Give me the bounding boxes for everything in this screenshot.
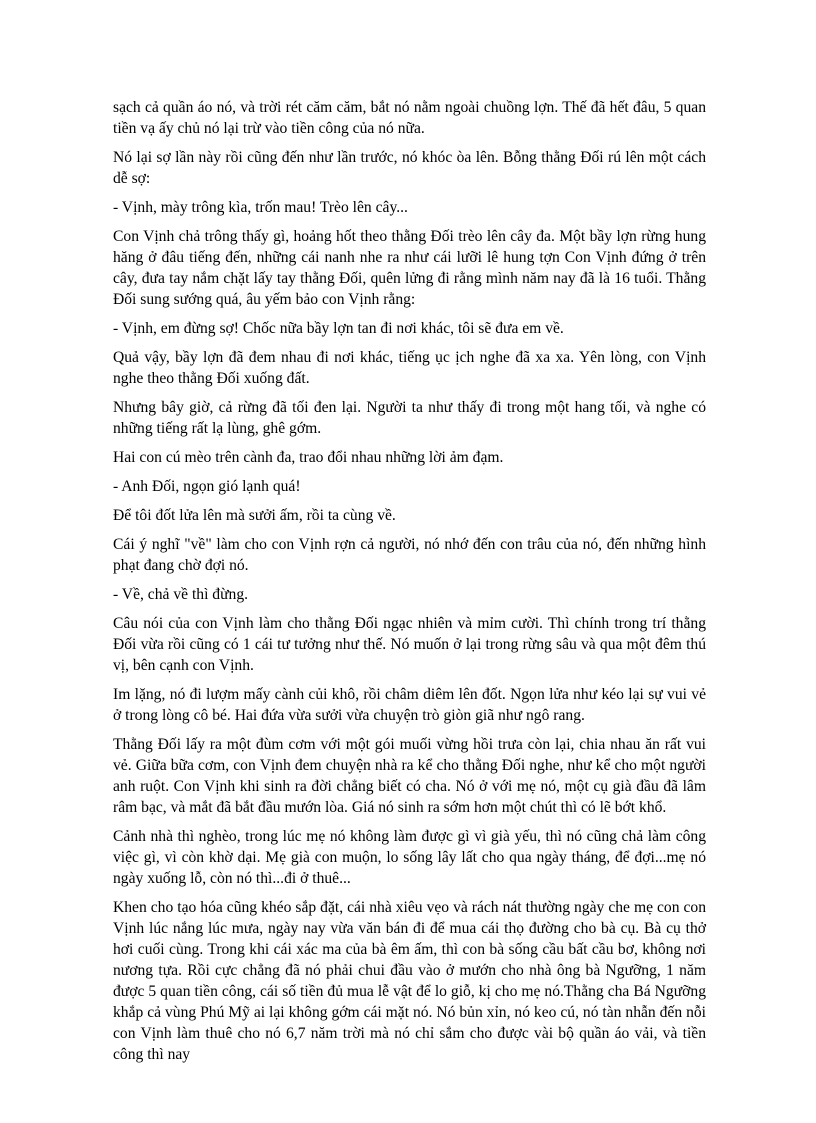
paragraph: Quả vậy, bầy lợn đã đem nhau đi nơi khác, tiếng ục ịch nghe đã xa xa. Yên lòng, con Vịnh nghe theo thằng Đối xuống đất. xyxy=(113,349,706,387)
paragraph: Con Vịnh chả trông thấy gì, hoảng hốt theo thằng Đối trèo lên cây đa. Một bầy lợn rừng hung hăng ở đâu tiếng đến, những cái nanh nhe ra như cái lưỡi lê hung tợn Con Vịnh đứng ở trên cây, đưa tay nắm chặt lấy tay thằng Đối, quên lửng đi rằng mình năm nay đã là 16 tuổi. Thằng Đối sung sướng quá, âu yếm bảo con Vịnh rằng: xyxy=(113,228,706,308)
paragraph: Câu nói của con Vịnh làm cho thằng Đối ngạc nhiên và mỉm cười. Thì chính trong trí thằng Đối vừa rồi cũng có 1 cái tư tưởng như thế. Nó muốn ở lại trong rừng sâu và qua một đêm thú vị, bên cạnh con Vịnh. xyxy=(113,615,706,674)
paragraph: Nhưng bây giờ, cả rừng đã tối đen lại. Người ta như thấy đi trong một hang tối, và nghe có những tiếng rất lạ lùng, ghê gớm. xyxy=(113,399,706,437)
paragraph: Hai con cú mèo trên cành đa, trao đổi nhau những lời ảm đạm. xyxy=(113,449,504,466)
paragraph: Cảnh nhà thì nghèo, trong lúc mẹ nó không làm được gì vì già yếu, thì nó cũng chả làm công việc gì, vì còn khờ dại. Mẹ già con muộn, lo sống lây lất cho qua ngày tháng, để đợi...mẹ nó ngày xuống lỗ, còn nó thì...đi ở thuê... xyxy=(113,828,706,887)
paragraph: - Về, chả về thì đừng. xyxy=(113,586,249,603)
paragraph: - Anh Đối, ngọn gió lạnh quá! xyxy=(113,478,301,495)
paragraph: Thằng Đối lấy ra một đùm cơm với một gói muối vừng hồi trưa còn lại, chia nhau ăn rất vui vẻ. Giữa bữa cơm, con Vịnh đem chuyện nhà ra kể cho thằng Đối nghe, như kể cho một người anh ruột. Con Vịnh khi sinh ra đời chẳng biết có cha. Nó ở với mẹ nó, một cụ già đầu đã lâm râm bạc, và mắt đã bắt đầu mướn lòa. Giá nó sinh ra sớm hơn một chút thì có lẽ bớt khổ. xyxy=(113,736,706,816)
paragraph: Nó lại sợ lần này rồi cũng đến như lần trước, nó khóc òa lên. Bỗng thằng Đối rú lên một cách dễ sợ: xyxy=(113,149,706,187)
paragraph: Khen cho tạo hóa cũng khéo sắp đặt, cái nhà xiêu vẹo và rách nát thường ngày che mẹ con con Vịnh lúc nắng lúc mưa, ngày nay vừa văn bán đi để mua cái thọ đường cho bà cụ. Bà cụ thở hơi cuối cùng. Trong khi cái xác ma của bà êm ấm, thì con bà sống cầu bất cầu bơ, không nơi nương tựa. Rồi cực chẳng đã nó phải chui đầu vào ở mướn cho nhà ông bà Ngưỡng, 1 năm được 5 quan tiền công, cái số tiền đủ mua lễ vật để lo giỗ, kị cho mẹ nó.Thằng cha Bá Ngưỡng khắp cả vùng Phú Mỹ ai lại không gớm cái mặt nó. Nó bủn xỉn, nó keo cú, nó tàn nhẫn đến nỗi con Vịnh làm thuê cho nó 6,7 năm trời mà nó chỉ sắm cho được vài bộ quần áo vải, và tiền công thì nay xyxy=(113,899,706,1063)
paragraph: Cái ý nghĩ "về" làm cho con Vịnh rợn cả người, nó nhớ đến con trâu của nó, đến những hình phạt đang chờ đợi nó. xyxy=(113,536,706,574)
paragraph: sạch cả quần áo nó, và trời rét căm căm, bắt nó nằm ngoài chuồng lợn. Thế đã hết đâu, 5 quan tiền vạ ấy chủ nó lại trừ vào tiền công của nó nữa. xyxy=(113,99,706,137)
paragraph: - Vịnh, em đừng sợ! Chốc nữa bầy lợn tan đi nơi khác, tôi sẽ đưa em về. xyxy=(113,320,564,337)
paragraph: Im lặng, nó đi lượm mấy cành củi khô, rồi châm diêm lên đốt. Ngọn lửa như kéo lại sự vui vẻ ở trong lòng cô bé. Hai đứa vừa sưởi vừa chuyện trò giòn giã như ngô rang. xyxy=(113,686,706,724)
document-body xyxy=(113,97,706,1073)
paragraph: Để tôi đốt lửa lên mà sưởi ấm, rồi ta cùng về. xyxy=(113,507,396,524)
paragraph: - Vịnh, mày trông kìa, trốn mau! Trèo lên cây... xyxy=(113,199,408,216)
